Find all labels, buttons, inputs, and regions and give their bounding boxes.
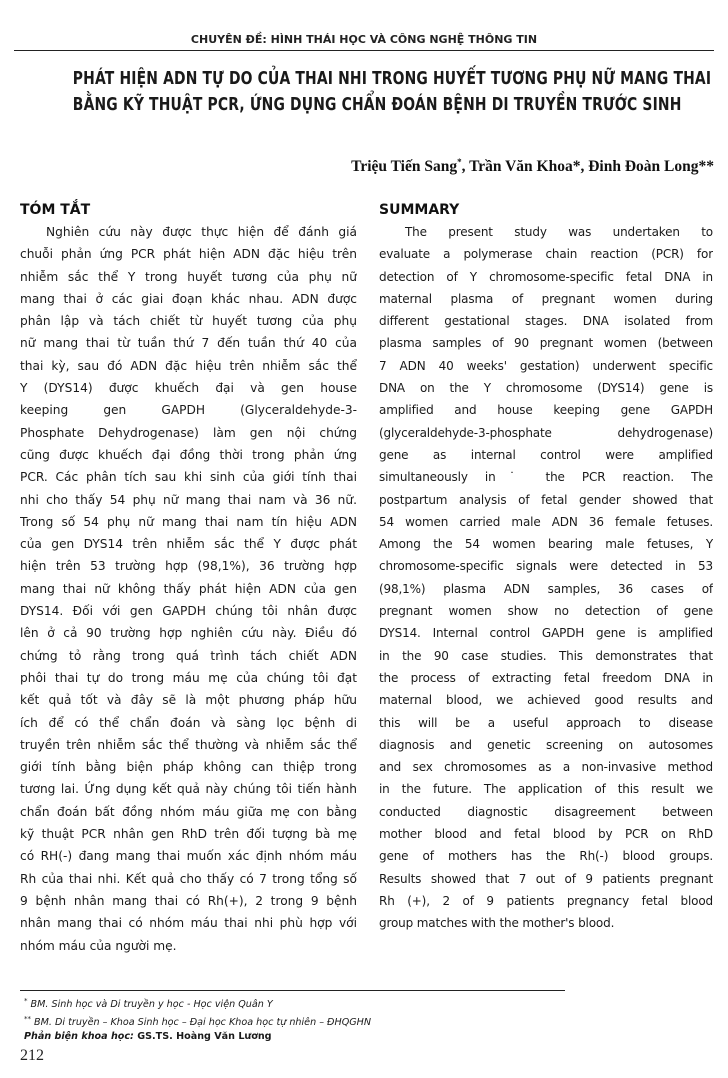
text-line: simultaneously in˙ the PCR reaction. The: [379, 470, 713, 485]
text-line: Trong số 54 phụ nữ mang thai nam tín hiệu ADN: [20, 514, 357, 529]
text-line: maternal plasma of pregnant women during: [379, 291, 713, 306]
text-line: DNA on the Y chromosome (DYS14) gene is: [379, 381, 713, 396]
author-list: [351, 157, 714, 176]
section-heading: TÓM TẮT: [20, 202, 91, 218]
text-line: postpartum analysis of fetal gender showed that: [379, 492, 713, 507]
text-line: Phosphate Dehydrogenase) làm gen nội chứng: [20, 425, 357, 440]
text-line: nhiễm sắc thể Y trong huyết tương của phụ nữ: [20, 269, 357, 284]
author-name: Triệu Tiến Sang: [351, 158, 458, 176]
text-line: and sex chromosomes as a non-invasive method: [379, 760, 713, 775]
reviewer-label: Phản biện khoa học:: [24, 1031, 134, 1043]
footnote-text: BM. Di truyền – Khoa Sinh học – Đại học Khoa học tự nhiên – ĐHQGHN: [31, 1017, 372, 1029]
page-number: 212: [20, 1047, 44, 1064]
text-line: tương lai. Ứng dụng kết quả này chúng tôi tiến hành: [20, 782, 357, 797]
title-line-1: PHÁT HIỆN ADN TỰ DO CỦA THAI NHI TRONG HUYẾT TƯƠNG PHỤ NỮ MANG THAI: [72, 69, 712, 89]
author-separator: ,: [580, 158, 589, 176]
author-affiliation-mark: **: [698, 158, 714, 176]
text-line: Rh (+), 2 of 9 patients pregnancy fetal blood: [379, 893, 713, 908]
text-line: có RH(-) đang mang thai muốn xác định nhóm máu: [20, 849, 357, 864]
text-line: nhân mang thai có nhóm máu thai nhi phù hợp với: [20, 916, 357, 931]
text-line: Results showed that 7 out of 9 patients pregnant: [379, 871, 713, 886]
text-line: truyền trên nhiễm sắc thể thường và nhiễm sắc thể: [20, 737, 357, 752]
text-line: chromosome-specific signals were detected in 53: [379, 559, 713, 574]
text-line: (glyceraldehyde-3-phosphate dehydrogenase): [379, 425, 713, 440]
author-name: Trần Văn Khoa: [469, 158, 573, 176]
abstract-vietnamese: [20, 200, 357, 957]
text-line: DYS14. Đối với gen GAPDH chúng tôi nhân được: [20, 604, 357, 619]
text-line: chẩn đoán bất đồng nhóm máu giữa mẹ con bằng: [20, 804, 357, 819]
text-line: plasma samples of 90 pregnant women (between: [379, 336, 713, 351]
abstract-vi-body: [20, 221, 357, 957]
text-line: chuỗi phản ứng PCR phát hiện ADN đặc hiệu trên: [20, 247, 357, 262]
text-line: maternal blood, we achieved good results and: [379, 693, 713, 708]
text-line: hiện trên 53 trường hợp (98,1%), 36 trường hợp: [20, 559, 357, 574]
header-rule: [14, 50, 714, 51]
text-line: (98,1%) plasma ADN samples, 36 cases of: [379, 581, 713, 596]
text-line: pregnant women show no detection of gene: [379, 604, 713, 619]
text-line: 7 ADN 40 weeks' gestation) underwent specific: [379, 358, 713, 373]
footnote-text: BM. Sinh học và Di truyền y học - Học viện Quân Y: [27, 999, 273, 1011]
text-line: phôi thai tự do trong máu mẹ của chúng tôi đạt: [20, 670, 357, 685]
footnote-mark: *: [24, 997, 28, 1005]
text-line: detection of Y chromosome-specific fetal DNA in: [379, 269, 713, 284]
text-line: different gestational stages. DNA isolated from: [379, 314, 713, 329]
author-affiliation-mark: *: [572, 158, 581, 176]
text-line: diagnosis and genetic screening on autosomes: [379, 737, 713, 752]
footnotes: [24, 994, 371, 1044]
footnote-rule: [20, 990, 565, 991]
text-line: The present study was undertaken to: [405, 225, 713, 239]
text-line: nhi cho thấy 54 phụ nữ mang thai nam và 36 nữ.: [20, 492, 357, 507]
text-line: mang thai nữ không thấy phát hiện ADN của gen: [20, 581, 357, 596]
article-title: [72, 66, 712, 118]
text-line: keeping gen GAPDH (Glyceraldehyde-3-: [20, 403, 357, 418]
running-head: CHUYÊN ĐỀ: HÌNH THÁI HỌC VÀ CÔNG NGHỆ THÔNG TIN: [190, 33, 538, 46]
text-line: lên ở cả 90 trường hợp nghiên cứu này. Điều đó: [20, 626, 357, 641]
text-line: group matches with the mother's blood.: [379, 916, 615, 931]
text-line: chứng tỏ rằng trong quá trình tách chiết ADN: [20, 648, 357, 663]
reviewer-name: GS.TS. Hoàng Văn Lương: [133, 1031, 272, 1043]
text-line: this will be a useful approach to disease: [379, 715, 713, 730]
text-line: DYS14. Internal control GAPDH gene is amplified: [379, 626, 713, 641]
title-line-2: BẰNG KỸ THUẬT PCR, ỨNG DỤNG CHẨN ĐOÁN BỆNH DI TRUYỀN TRƯỚC SINH: [72, 95, 682, 115]
text-line: Nghiên cứu này được thực hiện để đánh giá: [46, 225, 357, 239]
text-line: mang thai ở các giai đoạn khác nhau. ADN được: [20, 291, 357, 306]
text-line: Y (DYS14) được khuếch đại và gen house: [20, 381, 357, 396]
footnote-mark: **: [24, 1015, 31, 1024]
text-line: kỹ thuật PCR nhân gen RhD trên đối tượng bà mẹ: [20, 827, 357, 842]
section-heading: SUMMARY: [379, 202, 460, 218]
author-affiliation-mark: *: [457, 157, 462, 167]
footnote: [24, 1012, 371, 1030]
text-line: 54 women carried male ADN 36 female fetuses.: [379, 514, 713, 529]
text-line: kết quả tốt và đây sẽ là một phương pháp hữu: [20, 693, 357, 708]
text-line: mother blood and fetal blood by PCR on RhD: [379, 827, 713, 842]
text-line: PCR. Các phân tích sau khi sinh của giới tính thai: [20, 470, 357, 485]
text-line: gene as internal control were amplified: [379, 447, 713, 462]
abstract-en-body: [379, 221, 713, 935]
text-line: Among the 54 women bearing male fetuses, Y: [379, 537, 713, 552]
text-line: nhóm máu của người mẹ.: [20, 938, 177, 953]
text-line: ích để có thể chẩn đoán và sàng lọc bệnh di: [20, 715, 357, 730]
text-line: nữ mang thai từ tuần thứ 7 đến tuần thứ 40 của: [20, 336, 357, 351]
footnote: [24, 994, 371, 1012]
text-line: của gen DYS14 trên nhiễm sắc thể Y được phát: [20, 537, 357, 552]
text-line: in the future. The application of this result we: [379, 782, 713, 797]
text-line: gene of mothers has the Rh(-) blood groups.: [379, 849, 713, 864]
abstract-english: [379, 200, 713, 935]
text-line: conducted diagnostic disagreement between: [379, 804, 713, 819]
text-line: amplified and house keeping gene GAPDH: [379, 403, 713, 418]
text-line: giới tính bằng biện pháp không can thiệp trong: [20, 760, 357, 775]
text-line: cũng được khuếch đại đồng thời trong phản ứng: [20, 447, 357, 462]
text-line: phân lập và tách chiết từ huyết tương của phụ: [20, 314, 357, 329]
text-line: in the 90 case studies. This demonstrates that: [379, 648, 713, 663]
reviewer-line: [24, 1030, 371, 1044]
text-line: Rh của thai nhi. Kết quả cho thấy có 7 trong tổng số: [20, 871, 357, 886]
text-line: thai kỳ, sau đó ADN đặc hiệu trên nhiễm sắc thể: [20, 358, 357, 373]
text-line: the process of extracting fetal freedom DNA in: [379, 670, 713, 685]
author-name: Đinh Đoàn Long: [588, 158, 699, 176]
author-separator: ,: [461, 158, 470, 176]
text-line: 9 bệnh nhân mang thai có Rh(+), 2 trong 9 bệnh: [20, 893, 357, 908]
text-line: evaluate a polymerase chain reaction (PCR) for: [379, 247, 713, 262]
